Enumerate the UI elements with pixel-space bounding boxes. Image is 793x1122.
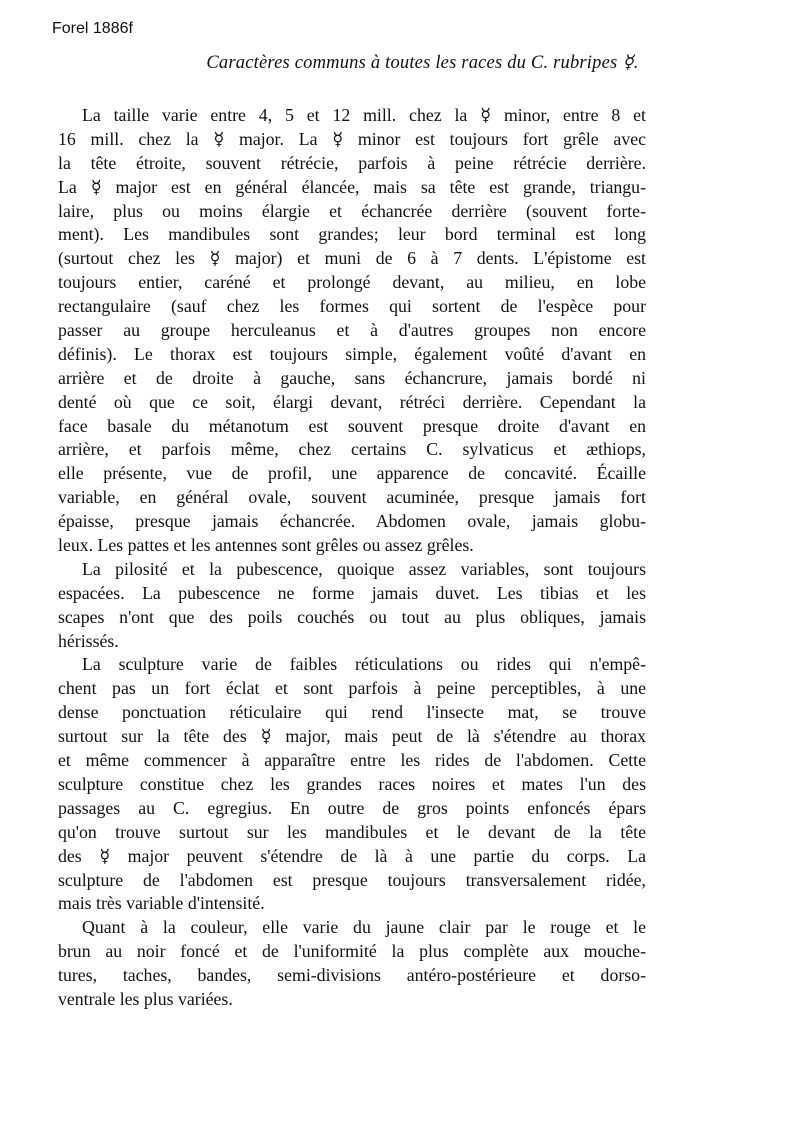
text-line: et même commencer à apparaître entre les rides de l'abdomen. Cette bbox=[58, 750, 646, 771]
section-heading-text: Caractères communs à toutes les races du C. rubripes ☿. bbox=[206, 53, 639, 73]
text-line: chent pas un fort éclat et sont parfois à peine perceptibles, à une bbox=[58, 678, 646, 699]
text-line: ventrale les plus variées. bbox=[58, 988, 233, 1009]
section-heading bbox=[0, 52, 793, 74]
text-line: espacées. La pubescence ne forme jamais duvet. Les tibias et les bbox=[58, 582, 646, 603]
text-line: la tête étroite, souvent rétrécie, parfois à peine rétrécie derrière. bbox=[58, 152, 646, 173]
text-line: qu'on trouve surtout sur les mandibules et le devant de la tête bbox=[58, 821, 646, 842]
text-line: arrière et de droite à gauche, sans échancrure, jamais bordé ni bbox=[58, 367, 646, 388]
text-line: sculpture de l'abdomen est presque toujours transversalement ridée, bbox=[58, 869, 646, 890]
text-line: ment). Les mandibules sont grandes; leur bord terminal est long bbox=[58, 224, 646, 245]
text-line: scapes n'ont que des poils couchés ou tout au plus obliques, jamais bbox=[58, 606, 646, 627]
text-line: face basale du métanotum est souvent presque droite d'avant en bbox=[58, 415, 646, 436]
text-line: denté où que ce soit, élargi devant, rétréci derrière. Cependant la bbox=[58, 391, 646, 412]
text-line: laire, plus ou moins élargie et échancrée derrière (souvent forte- bbox=[58, 200, 646, 221]
text-line: passer au groupe herculeanus et à d'autres groupes non encore bbox=[58, 320, 646, 341]
text-line: rectangulaire (sauf chez les formes qui sortent de l'espèce pour bbox=[58, 296, 646, 317]
text-line: La taille varie entre 4, 5 et 12 mill. chez la ☿ minor, entre 8 et bbox=[82, 105, 646, 125]
text-line: arrière, et parfois même, chez certains C. sylvaticus et æthiops, bbox=[58, 439, 646, 460]
text-line: 16 mill. chez la ☿ major. La ☿ minor est toujours fort grêle avec bbox=[58, 128, 646, 149]
paragraph-1 bbox=[58, 104, 646, 558]
paragraph-2 bbox=[58, 558, 646, 654]
text-line: brun au noir foncé et de l'uniformité la plus complète aux mouche- bbox=[58, 941, 646, 962]
paragraph-3 bbox=[58, 653, 646, 916]
text-line: leux. Les pattes et les antennes sont grêles ou assez grêles. bbox=[58, 535, 474, 556]
paragraph-4 bbox=[58, 916, 646, 1012]
text-line: (surtout chez les ☿ major) et muni de 6 à 7 dents. L'épistome est bbox=[58, 248, 646, 269]
text-line: des ☿ major peuvent s'étendre de là à une partie du corps. La bbox=[58, 845, 646, 866]
text-line: épaisse, presque jamais échancrée. Abdomen ovale, jamais globu- bbox=[58, 511, 646, 532]
text-line: sculpture constitue chez les grandes races noires et mates l'un des bbox=[58, 773, 646, 794]
text-line: tures, taches, bandes, semi-divisions antéro-postérieure et dorso- bbox=[58, 965, 646, 986]
text-line: définis). Le thorax est toujours simple, également voûté d'avant en bbox=[58, 343, 646, 364]
text-line: variable, en général ovale, souvent acuminée, presque jamais fort bbox=[58, 487, 646, 508]
text-line: toujours entier, caréné et prolongé devant, au milieu, en lobe bbox=[58, 272, 646, 293]
text-line: dense ponctuation réticulaire qui rend l'insecte mat, se trouve bbox=[58, 702, 646, 723]
text-line: Quant à la couleur, elle varie du jaune clair par le rouge et le bbox=[82, 917, 646, 938]
text-line: elle présente, vue de profil, une apparence de concavité. Écaille bbox=[58, 463, 646, 484]
text-line: La pilosité et la pubescence, quoique assez variables, sont toujours bbox=[82, 558, 646, 579]
text-line: hérissés. bbox=[58, 630, 119, 651]
text-line: mais très variable d'intensité. bbox=[58, 893, 265, 914]
text-line: La sculpture varie de faibles réticulations ou rides qui n'empê- bbox=[82, 654, 646, 675]
body-text bbox=[58, 104, 646, 1012]
text-line: surtout sur la tête des ☿ major, mais peut de là s'étendre au thorax bbox=[58, 726, 646, 747]
text-line: passages au C. egregius. En outre de gros points enfoncés épars bbox=[58, 797, 646, 818]
text-line: La ☿ major est en général élancée, mais sa tête est grande, triangu- bbox=[58, 176, 646, 197]
source-label: Forel 1886f bbox=[52, 20, 133, 37]
